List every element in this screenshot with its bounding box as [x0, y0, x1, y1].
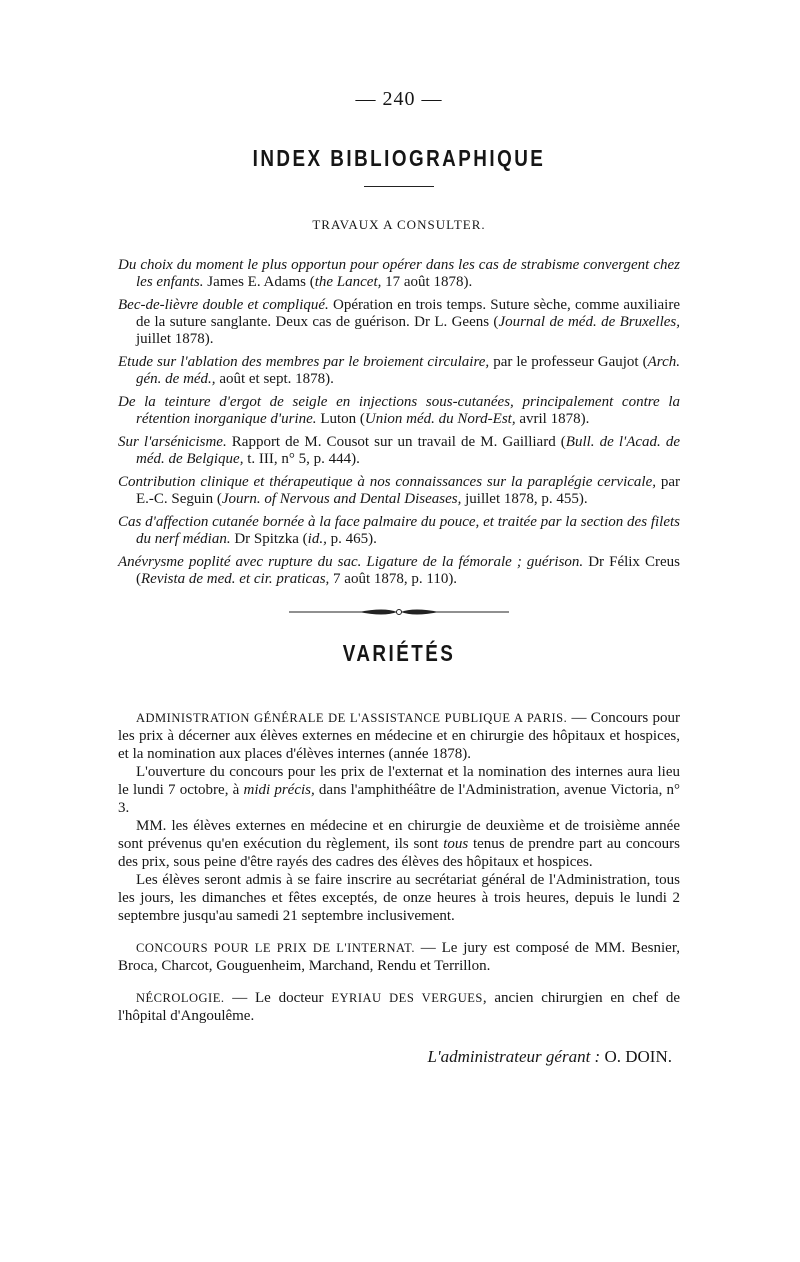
- bibliography-list: [118, 257, 680, 588]
- paragraph-emphasis: tous: [443, 836, 469, 852]
- entry-title: Bec-de-lièvre double et compliqué.: [118, 297, 329, 313]
- entry-title: Sur l'arsénicisme.: [118, 434, 227, 450]
- entry-date: juillet 1878, p. 455).: [461, 491, 588, 507]
- admin-text: — Concours pour les prix à décerner aux élèves externes en médecine et en chirurgie des hôpitaux et hospices, et la nomination aux places d'élèves internes (année 1878).: [118, 710, 680, 762]
- paragraph-text: tenus de prendre part au concours des prix, sous peine d'être rayés des cadres des élèves des hôpitaux et hospices.: [118, 836, 680, 870]
- paragraph-text: MM. les élèves externes en médecine et en chirurgie de deuxième et de troisième année sont prévenus qu'en exécution du règlement, ils sont: [118, 818, 680, 852]
- ornament-divider: [118, 606, 680, 626]
- entry-source: Union méd. du Nord-Est,: [364, 411, 516, 427]
- deceased-name: EYRIAU DES VERGUES: [331, 991, 483, 1005]
- bibliography-entry: [118, 394, 680, 428]
- paragraph-emphasis: midi précis,: [243, 782, 315, 798]
- entry-source: Journal de méd. de Bruxelles,: [498, 314, 680, 330]
- paragraph-text: dans l'amphithéâtre de l'Administration, avenue Victoria, n° 3.: [118, 782, 681, 816]
- entry-author: Opération en trois temps. Suture sèche, comme auxiliaire de la suture sanglante. Deux cas de guérison. Dr L. Geens (: [136, 297, 680, 330]
- concours-internat-paragraph: [118, 939, 680, 975]
- bibliography-entry: [118, 354, 680, 388]
- bibliography-entry: [118, 297, 680, 348]
- entry-date: 7 août 1878, p. 110).: [329, 571, 458, 587]
- entry-source: Revista de med. et cir. praticas,: [141, 571, 330, 587]
- paragraph-text: L'ouverture du concours pour les prix de l'externat et la nomination des internes aura lieu le lundi 7 octobre, à: [118, 764, 680, 798]
- entry-date: p. 465).: [326, 531, 377, 547]
- externes-paragraph: [118, 817, 680, 871]
- signature-label: L'administrateur gérant :: [427, 1047, 601, 1066]
- inscription-paragraph: Les élèves seront admis à se faire inscrire au secrétariat général de l'Administration, tous les jours, les dimanches et fêtes exceptés, de onze heures à trois heures, depuis le lundi 2 septembre jusqu'au samedi 21 septembre inclusivement.: [118, 872, 680, 924]
- entry-title: De la teinture d'ergot de seigle en injections sous-cutanées, principalement contre la rétention inorganique d'urine.: [118, 394, 680, 427]
- ornament-divider-icon: [289, 606, 509, 618]
- entry-title: Contribution clinique et thérapeutique à nos connaissances sur la paraplégie cervicale,: [118, 474, 656, 490]
- entry-date: t. III, n° 5, p. 444).: [243, 451, 360, 467]
- necrologie-heading: NÉCROLOGIE.: [136, 991, 225, 1005]
- entry-author: Dr Félix Creus (: [136, 554, 680, 587]
- bibliography-entry: [118, 514, 680, 548]
- entry-source: Bull. de l'Acad. de méd. de Belgique,: [136, 434, 681, 467]
- bibliography-entry: [118, 434, 680, 468]
- bibliography-entry: [118, 257, 680, 291]
- varietes-title: VARIÉTÉS: [342, 640, 456, 666]
- entry-author: Dr Spitzka (: [230, 531, 308, 547]
- entry-source: id.,: [307, 531, 327, 547]
- admin-notice-paragraph: [118, 709, 680, 763]
- entry-author: Luton (: [316, 411, 365, 427]
- entry-date: août et sept. 1878).: [215, 371, 334, 387]
- paragraph-text: , ancien chirurgien en chef de l'hôpital d'Angoulême.: [118, 990, 680, 1024]
- admin-heading: ADMINISTRATION GÉNÉRALE DE L'ASSISTANCE PUBLIQUE A PARIS.: [136, 711, 568, 725]
- page-number: — 240 —: [355, 88, 443, 110]
- entry-source: Arch. gén. de méd.,: [136, 354, 680, 387]
- entry-date: avril 1878).: [515, 411, 590, 427]
- signature-line: [118, 1047, 672, 1067]
- index-title: INDEX BIBLIOGRAPHIQUE: [252, 145, 546, 171]
- entry-date: 17 août 1878).: [381, 274, 473, 290]
- entry-title: Etude sur l'ablation des membres par le broiement circulaire,: [118, 354, 490, 370]
- entry-title: Anévrysme poplité avec rupture du sac. Ligature de la fémorale ; guérison.: [118, 554, 584, 570]
- concours-heading: CONCOURS POUR LE PRIX DE L'INTERNAT.: [136, 941, 415, 955]
- entry-title: Cas d'affection cutanée bornée à la face palmaire du pouce, et traitée par la section des filets du nerf médian.: [118, 514, 680, 547]
- document-page: [118, 88, 680, 1067]
- bibliography-entry: [118, 554, 680, 588]
- entry-author: par E.-C. Seguin (: [136, 474, 681, 507]
- necrologie-paragraph: [118, 989, 680, 1025]
- bibliography-entry: [118, 474, 680, 508]
- entry-source: the Lancet,: [314, 274, 382, 290]
- entry-title: Du choix du moment le plus opportun pour opérer dans les cas de strabisme convergent chez les enfants.: [118, 257, 680, 290]
- paragraph-text: — Le docteur: [224, 990, 332, 1006]
- entry-author: par le professeur Gaujot (: [489, 354, 648, 370]
- signature-name: O. DOIN.: [600, 1047, 672, 1066]
- entry-date: juillet 1878).: [136, 331, 214, 347]
- title-rule: [364, 186, 434, 187]
- index-subtitle: TRAVAUX A CONSULTER.: [312, 217, 486, 232]
- concours-text: — Le jury est composé de MM. Besnier, Broca, Charcot, Gouguenheim, Marchand, Rendu et Terrillon.: [118, 940, 680, 974]
- entry-author: James E. Adams (: [203, 274, 315, 290]
- entry-source: Journ. of Nervous and Dental Diseases,: [221, 491, 462, 507]
- entry-author: Rapport de M. Cousot sur un travail de M. Gailliard (: [226, 434, 566, 450]
- concours-date-paragraph: [118, 763, 680, 817]
